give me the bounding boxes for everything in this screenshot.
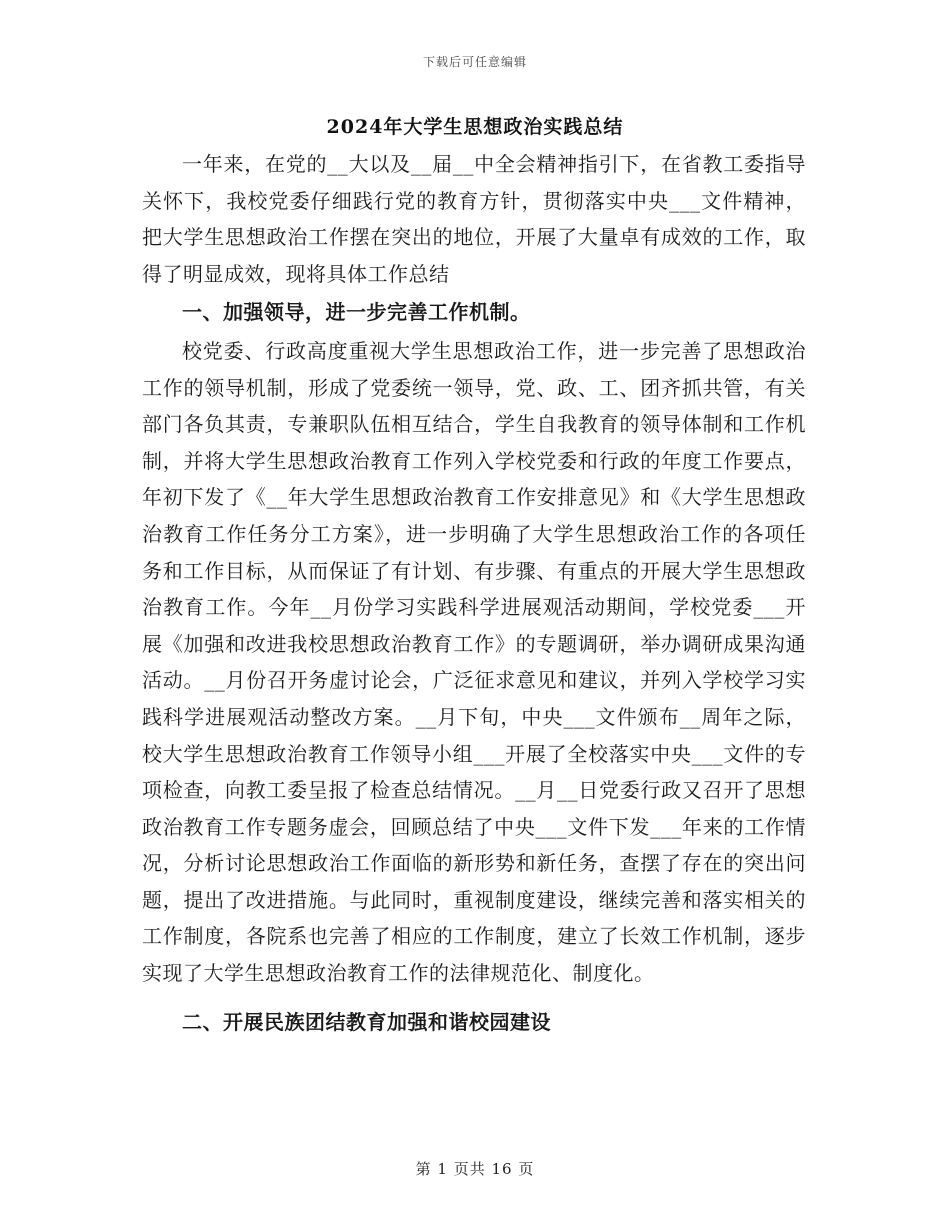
page-footer: 第 1 页共 16 页: [415, 1160, 535, 1178]
section-2-heading: 二、开展民族团结教育加强和谐校园建设: [182, 1009, 551, 1034]
section-1-heading: 一、加强领导，进一步完善工作机制。: [182, 300, 531, 325]
header-note: 下载后可任意编辑: [422, 55, 527, 69]
intro-paragraph: 一年来，在党的__大以及__届__中全会精神指引下，在省教工委指导关怀下，我校党委仔细践行党的教育方针，贯彻落实中央___文件精神，把大学生思想政治工作摆在突出的地位，开展了大量卓有成效的工作，取得了明显成效，现将具体工作总结: [142, 152, 806, 286]
section-1-paragraph: 校党委、行政高度重视大学生思想政治工作，进一步完善了思想政治工作的领导机制，形成了党委统一领导，党、政、工、团齐抓共管，有关部门各负其责，专兼职队伍相互结合，学生自我教育的领导体制和工作机制，并将大学生思想政治教育工作列入学校党委和行政的年度工作要点，年初下发了《__年大学生思想政治教育工作安排意见》和《大学生思想政治教育工作任务分工方案》，进一步明确了大学生思想政治工作的各项任务和工作目标，从而保证了有计划、有步骤、有重点的开展大学生思想政治教育工作。今年__月份学习实践科学进展观活动期间，学校党委___开展《加强和改进我校思想政治教育工作》的专题调研，举办调研成果沟通活动。__月份召开务虚讨论会，广泛征求意见和建议，并列入学校学习实践科学进展观活动整改方案。__月下旬，中央___文件颁布__周年之际，校大学生思想政治教育工作领导小组___开展了全校落实中央___文件的专项检查，向教工委呈报了检查总结情况。__月__日党委行政又召开了思想政治教育工作专题务虚会，回顾总结了中央___文件下发___年来的工作情况，分析讨论思想政治工作面临的新形势和新任务，查摆了存在的突出问题，提出了改进措施。与此同时，重视制度建设，继续完善和落实相关的工作制度，各院系也完善了相应的工作制度，建立了长效工作机制，逐步实现了大学生思想政治教育工作的法律规范化、制度化。: [142, 338, 806, 986]
document-body: [142, 146, 806, 1040]
document-title: 2024年大学生思想政治实践总结: [326, 116, 624, 138]
